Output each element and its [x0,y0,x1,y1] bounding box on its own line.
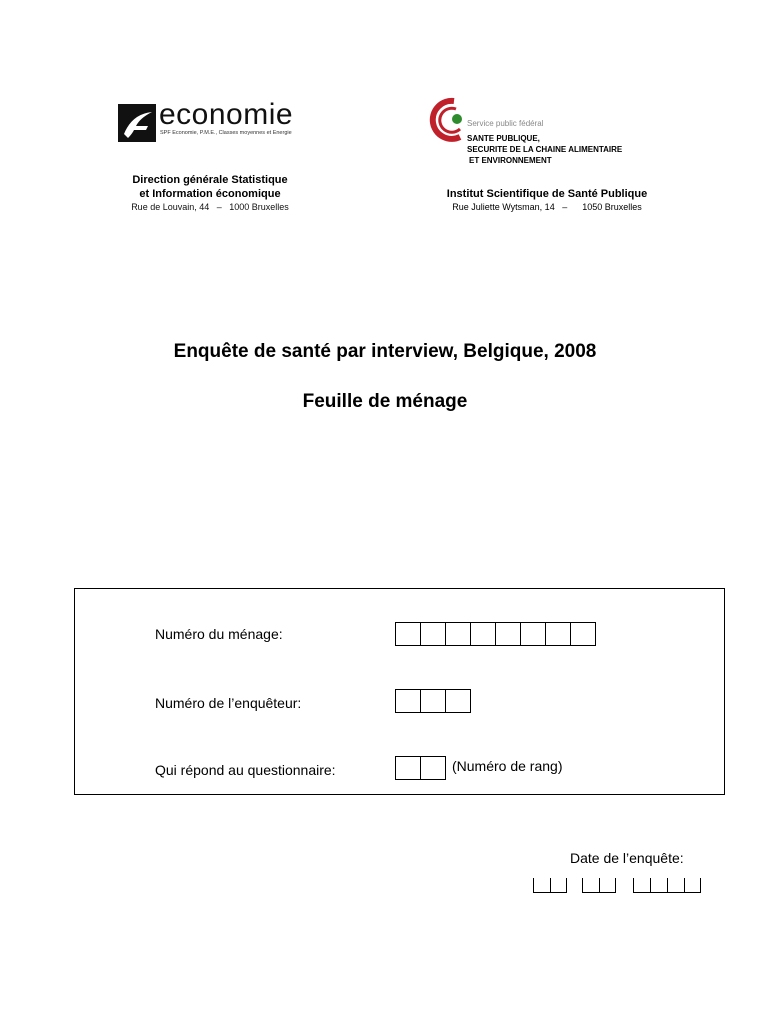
digit-cell[interactable] [496,622,521,646]
direction-title [100,173,320,201]
date-day-field[interactable] [533,878,567,893]
digit-cell[interactable] [421,689,446,713]
logo-word: economie [159,98,294,131]
institute-address: Rue Juliette Wytsman, 14 – 1050 Bruxelles [452,202,642,212]
date-tick [599,878,616,892]
direction-title-line2: et Information économique [139,188,281,200]
economie-logo-mark [118,104,156,142]
date-tick [633,878,650,892]
date-tick [550,878,567,892]
interviewer-number-field[interactable] [395,689,471,713]
spf-logo [424,97,468,143]
date-tick [533,878,550,892]
ministry-name [467,133,622,166]
ministry-line1: SANTE PUBLIQUE, [467,134,540,143]
identification-form [74,588,725,795]
digit-cell[interactable] [396,689,421,713]
digit-cell[interactable] [521,622,546,646]
direction-address: Rue de Louvain, 44 – 1000 Bruxelles [131,202,289,212]
date-month-field[interactable] [582,878,616,893]
ministry-line3: ET ENVIRONNEMENT [469,156,552,165]
digit-cell[interactable] [446,689,471,713]
household-number-label: Numéro du ménage: [155,626,283,642]
date-tick [650,878,667,892]
economie-logo [118,98,314,142]
survey-date-label: Date de l’enquête: [570,850,684,866]
date-year-field[interactable] [633,878,701,893]
digit-cell[interactable] [471,622,496,646]
document-title: Enquête de santé par interview, Belgique, 2008 [173,341,597,362]
direction-title-line1: Direction générale Statistique [132,174,288,186]
date-tick [582,878,599,892]
respondent-rank-field[interactable] [395,756,446,780]
service-label: Service public fédéral [467,119,544,128]
interviewer-number-label: Numéro de l’enquêteur: [155,695,302,711]
date-tick [684,878,701,892]
digit-cell[interactable] [396,756,421,780]
date-tick [667,878,684,892]
digit-cell[interactable] [421,756,446,780]
digit-cell[interactable] [421,622,446,646]
document-subtitle: Feuille de ménage [302,391,468,412]
logo-subtitle: SPF Economie, P.M.E., Classes moyennes et Energie [160,130,292,136]
rank-hint: (Numéro de rang) [452,758,563,774]
institute-title: Institut Scientifique de Santé Publique [446,188,648,200]
digit-cell[interactable] [546,622,571,646]
digit-cell[interactable] [571,622,596,646]
digit-cell[interactable] [396,622,421,646]
ministry-line2: SECURITE DE LA CHAINE ALIMENTAIRE [467,145,623,154]
respondent-label: Qui répond au questionnaire: [155,762,336,778]
household-number-field[interactable] [395,622,596,646]
digit-cell[interactable] [446,622,471,646]
